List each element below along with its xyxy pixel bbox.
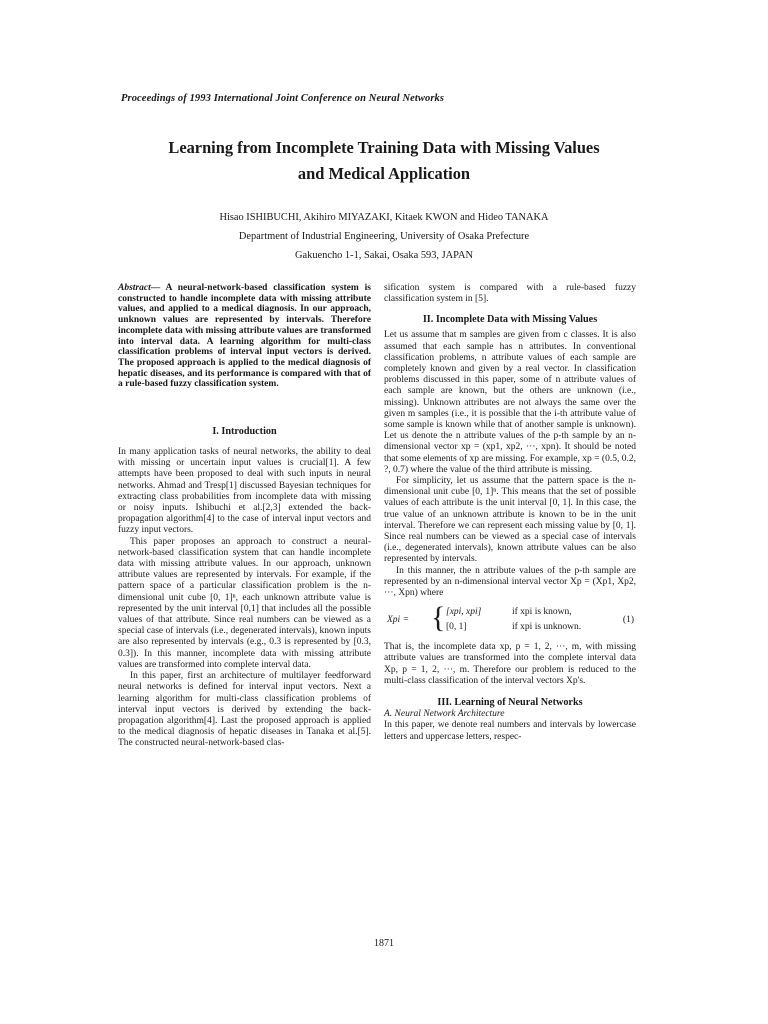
title-line-1: Learning from Incomplete Training Data with Missing Values bbox=[168, 138, 600, 157]
abstract bbox=[118, 283, 371, 390]
author-department: Department of Industrial Engineering, University of Osaka Prefecture bbox=[238, 231, 530, 242]
section2-paragraph-2: For simplicity, let us assume that the pattern space is the n-dimensional unit cube [0, 1]ⁿ. This means that the set of possible values of each attribute is the unit interval [0, 1]. In this case, the true value of an unknown attribute is known to be in the unit interval. Therefore we can represent each missing value by [0, 1]. Since real numbers can be viewed as a special case of intervals (i.e., degenerated intervals), known attribute values can be also represented by intervals. bbox=[384, 476, 636, 565]
equation-1 bbox=[384, 601, 636, 638]
equation-case-1: [xpi, xpi] bbox=[446, 607, 482, 618]
equation-brace: { bbox=[431, 601, 446, 635]
left-column bbox=[118, 283, 371, 750]
equation-condition-2: if xpi is unknown. bbox=[512, 622, 582, 633]
section-heading-learning: III. Learning of Neural Networks bbox=[437, 697, 583, 709]
paper-title bbox=[70, 135, 698, 187]
section2-paragraph-1: Let us assume that m samples are given from c classes. It is also assumed that each sample has n attributes. In conventional classification problems, n attribute values of each sample are completely known and given by a real vector. In classification problems discussed in this paper, some of n attribute values of each sample are known, but the others are unknown (i.e., missing). Unknown attributes are not always the same over the given m samples (i.e., it is possible that the i-th attribute value of some sample is known while that of another sample is unknown). Let us denote the n attribute values of the p-th sample by an n-dimensional vector xp = (xp1, xp2, ···, xpn). It should be noted that some elements of xp are missing. For example, xp = (0.5, 0.2, ?, 0.7) where the value of the third attribute is missing. bbox=[384, 330, 636, 475]
journal-header: Proceedings of 1993 International Joint Conference on Neural Networks bbox=[121, 93, 445, 104]
author-block bbox=[70, 208, 698, 265]
equation-condition-1: if xpi is known, bbox=[512, 607, 572, 618]
section3-paragraph-1: In this paper, we denote real numbers and intervals by lowercase letters and uppercase letters, respec- bbox=[384, 720, 636, 742]
subsection-heading-architecture: A. Neural Network Architecture bbox=[384, 709, 505, 720]
abstract-lead: Abstract— bbox=[118, 283, 161, 293]
abstract-text: A neural-network-based classification system is constructed to handle incomplete data with missing attribute values, and applied to a medical diagnosis. In our approach, unknown values are represented by intervals. Therefore incomplete data with missing attribute values are transformed into interval data. A learning algorithm for multi-class classification problems of interval input vectors is derived. The proposed approach is applied to the medical diagnosis of hepatic diseases, and its performance is compared with that of a rule-based fuzzy classification system. bbox=[118, 283, 371, 390]
intro-continuation: sification system is compared with a rule-based fuzzy classification system in [5]. bbox=[384, 283, 636, 305]
right-column bbox=[384, 283, 636, 743]
intro-paragraph-3: In this paper, first an architecture of multilayer feedforward neural networks is defined for interval input vectors. Next a learning algorithm for multi-class classification problems of interval input vectors is derived by extending the back-propagation algorithm[4]. Last the proposed approach is applied to the medical diagnosis of hepatic diseases in Tanaka et al.[5]. The constructed neural-network-based clas- bbox=[118, 671, 371, 749]
equation-lhs: Xpi = bbox=[387, 615, 409, 626]
equation-number: (1) bbox=[622, 615, 634, 626]
equation-case-2: [0, 1] bbox=[446, 622, 467, 633]
author-address: Gakuencho 1-1, Sakai, Osaka 593, JAPAN bbox=[295, 250, 473, 261]
section2-paragraph-4: That is, the incomplete data xp, p = 1, 2, ···, m, with missing attribute values are transformed into the complete interval data Xp, p = 1, 2, ···, m. Therefore our problem is reduced to the multi-class classification of the interval vectors Xp's. bbox=[384, 642, 636, 686]
section-heading-incomplete-data: II. Incomplete Data with Missing Values bbox=[422, 314, 598, 326]
intro-paragraph-1: In many application tasks of neural networks, the ability to deal with missing or uncertain input values is crucial[1]. A few attempts have been proposed to deal with such inputs in neural networks. Ahmad and Tresp[1] discussed Bayesian techniques for extracting class probabilities from incomplete data with missing or noisy inputs. Ishibuchi et al.[2,3] extended the back-propagation algorithm[4] to the case of interval input vectors and fuzzy input vectors. bbox=[118, 447, 371, 536]
page-number: 1871 bbox=[374, 938, 394, 949]
section-heading-introduction: I. Introduction bbox=[212, 426, 277, 438]
section2-paragraph-3: In this manner, the n attribute values of the p-th sample are represented by an n-dimensional interval vector Xp = (Xp1, Xp2, ···, Xpn) where bbox=[384, 565, 636, 599]
title-line-2: and Medical Application bbox=[297, 164, 471, 183]
author-names: Hisao ISHIBUCHI, Akihiro MIYAZAKI, Kitaek KWON and Hideo TANAKA bbox=[219, 212, 549, 223]
intro-paragraph-2: This paper proposes an approach to construct a neural-network-based classification system that can handle incomplete data with missing attribute values. In our approach, unknown attribute values are represented by intervals. For example, if the pattern space of a particular classification problem is the n-dimensional unit cube [0, 1]ⁿ, each unknown attribute value is represented by the unit interval [0,1] that includes all the possible values of that attribute. Since real numbers can be viewed as a special case of intervals (i.e., degenerated intervals), known inputs are also represented by intervals (e.g., 0.3 is represented by [0.3, 0.3]). In this manner, incomplete data with missing attribute values are transformed into complete interval data. bbox=[118, 536, 371, 670]
